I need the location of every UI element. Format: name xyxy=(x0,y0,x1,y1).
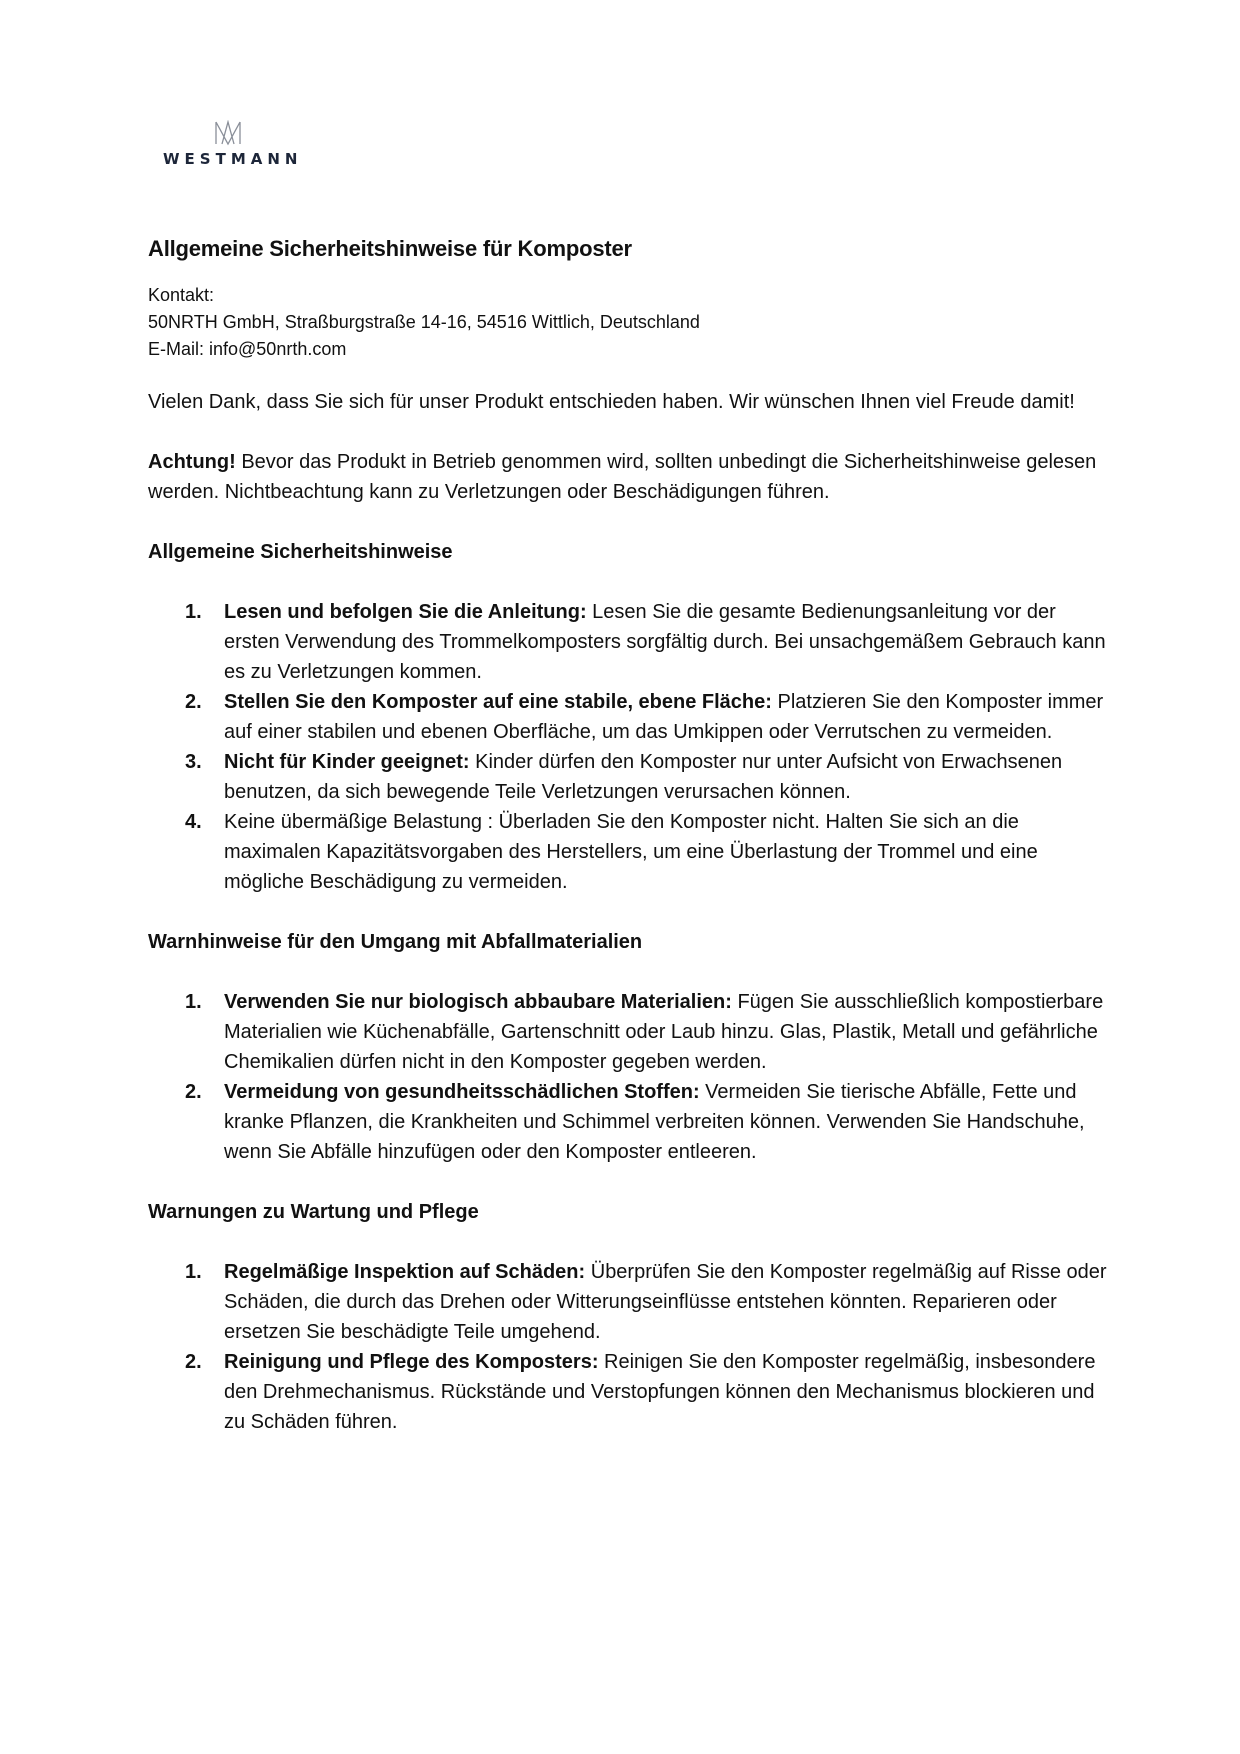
list-item-number: 3. xyxy=(185,751,202,773)
list-item-number: 2. xyxy=(185,1351,202,1373)
safety-section-3 xyxy=(148,1197,1108,1437)
document-title: Allgemeine Sicherheitshinweise für Komposter xyxy=(148,236,632,261)
list-item xyxy=(148,597,1108,687)
list-item-text: Keine übermäßige Belastung : Überladen Sie den Komposter nicht. Halten Sie sich an die maximalen Kapazitätsvorgaben des Herstellers, um eine Überlastung der Trommel und eine mögliche Beschädigung zu vermeiden. xyxy=(224,811,1038,893)
section-heading: Allgemeine Sicherheitshinweise xyxy=(148,541,453,563)
contact-email: E-Mail: info@50nrth.com xyxy=(148,339,347,359)
list-item-title: Nicht für Kinder geeignet: xyxy=(224,751,470,773)
list-item xyxy=(148,807,1108,897)
section-heading: Warnungen zu Wartung und Pflege xyxy=(148,1201,479,1223)
sections-container xyxy=(148,537,1108,1437)
list-item-text: Reinigen Sie den Komposter regelmäßig, insbesondere den Drehmechanismus. Rückstände und Verstopfungen können den Mechanismus blockieren und zu Schäden führen. xyxy=(224,1351,1096,1433)
contact-address: 50NRTH GmbH, Straßburgstraße 14-16, 54516 Wittlich, Deutschland xyxy=(148,312,700,332)
safety-section-1 xyxy=(148,537,1108,897)
list-item xyxy=(148,987,1108,1077)
section-heading: Warnhinweise für den Umgang mit Abfallmaterialien xyxy=(148,931,643,953)
contact-label: Kontakt: xyxy=(148,285,215,305)
list-item-text: Überprüfen Sie den Komposter regelmäßig auf Risse oder Schäden, die durch das Drehen oder Witterungseinflüsse entstehen könnten. Reparieren oder ersetzen Sie beschädigte Teile umgehend. xyxy=(224,1261,1107,1343)
list-item-text: Platzieren Sie den Komposter immer auf einer stabilen und ebenen Oberfläche, um das Umkippen oder Verrutschen zu vermeiden. xyxy=(224,691,1104,743)
warning-label: Achtung! xyxy=(148,451,236,473)
list-item-number: 1. xyxy=(185,1261,202,1283)
list-item-title: Vermeidung von gesundheitsschädlichen Stoffen: xyxy=(224,1081,700,1103)
contact-block xyxy=(148,282,1108,363)
warning-text: Bevor das Produkt in Betrieb genommen wird, sollten unbedingt die Sicherheitshinweise gelesen werden. Nichtbeachtung kann zu Verletzungen oder Beschädigungen führen. xyxy=(148,451,1097,503)
list-item-number: 1. xyxy=(185,601,202,623)
list-item-text: Lesen Sie die gesamte Bedienungsanleitung vor der ersten Verwendung des Trommelkomposters sorgfältig durch. Bei unsachgemäßem Gebrauch kann es zu Verletzungen kommen. xyxy=(224,601,1106,683)
section-list xyxy=(148,987,1108,1167)
list-item xyxy=(148,1347,1108,1437)
list-item-number: 1. xyxy=(185,991,202,1013)
list-item-text: Vermeiden Sie tierische Abfälle, Fette und kranke Pflanzen, die Krankheiten und Schimmel verbreiten können. Verwenden Sie Handschuhe, wenn Sie Abfälle hinzufügen oder den Komposter entleeren. xyxy=(224,1081,1085,1163)
safety-section-2 xyxy=(148,927,1108,1167)
list-item-title: Stellen Sie den Komposter auf eine stabile, ebene Fläche: xyxy=(224,691,772,713)
list-item-number: 2. xyxy=(185,1081,202,1103)
logo-wordmark: WESTMANN xyxy=(163,150,303,168)
warning-paragraph xyxy=(148,447,1108,507)
list-item xyxy=(148,1257,1108,1347)
list-item-title: Reinigung und Pflege des Komposters: xyxy=(224,1351,599,1373)
document-body xyxy=(148,236,1108,1437)
list-item-title: Verwenden Sie nur biologisch abbaubare Materialien: xyxy=(224,991,732,1013)
company-logo xyxy=(158,120,303,168)
list-item-title: Regelmäßige Inspektion auf Schäden: xyxy=(224,1261,586,1283)
list-item-number: 2. xyxy=(185,691,202,713)
list-item-text: Fügen Sie ausschließlich kompostierbare Materialien wie Küchenabfälle, Gartenschnitt oder Laub hinzu. Glas, Plastik, Metall und gefährliche Chemikalien dürfen nicht in den Komposter gegeben werden. xyxy=(224,991,1104,1073)
list-item-number: 4. xyxy=(185,811,202,833)
list-item xyxy=(148,1077,1108,1167)
list-item-title: Lesen und befolgen Sie die Anleitung: xyxy=(224,601,587,623)
section-list xyxy=(148,597,1108,897)
westmann-monogram-icon xyxy=(213,120,243,146)
section-list xyxy=(148,1257,1108,1437)
list-item xyxy=(148,747,1108,807)
intro-paragraph: Vielen Dank, dass Sie sich für unser Produkt entschieden haben. Wir wünschen Ihnen viel Freude damit! xyxy=(148,391,1075,413)
list-item-text: Kinder dürfen den Komposter nur unter Aufsicht von Erwachsenen benutzen, da sich bewegende Teile Verletzungen verursachen können. xyxy=(224,751,1063,803)
list-item xyxy=(148,687,1108,747)
